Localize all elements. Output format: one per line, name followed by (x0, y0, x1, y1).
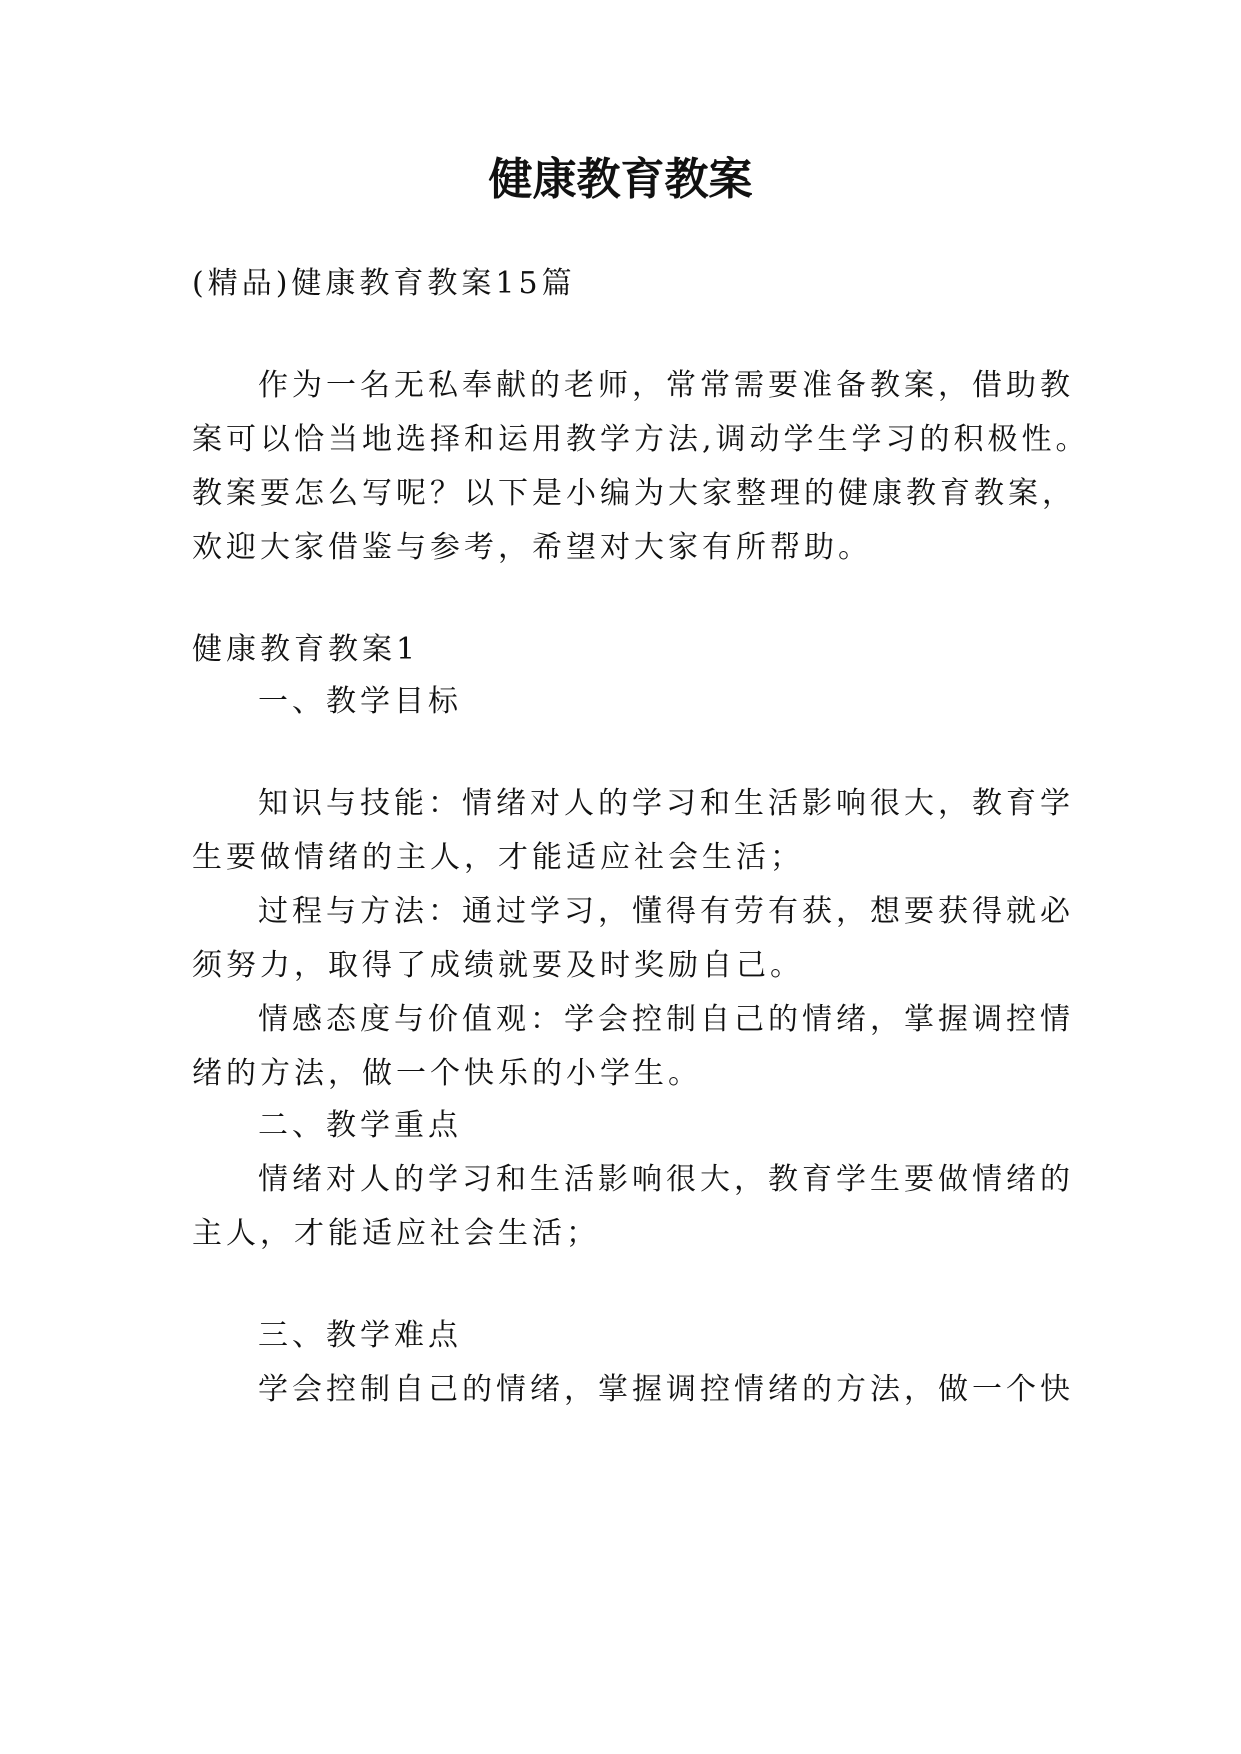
document-title: 健康教育教案 (488, 154, 753, 205)
paragraph-line: 生要做情绪的主人，才能适应社会生活； (192, 840, 804, 875)
heading-key-points: 二、教学重点 (258, 1108, 462, 1143)
paragraph-line: 情感态度与价值观：学会控制自己的情绪，掌握调控情 (258, 1002, 1074, 1037)
paragraph-line: 须努力，取得了成绩就要及时奖励自己。 (192, 948, 804, 983)
paragraph-line: 绪的方法，做一个快乐的小学生。 (192, 1056, 702, 1091)
paragraph-line: 知识与技能：情绪对人的学习和生活影响很大，教育学 (258, 786, 1074, 821)
paragraph-line: 学会控制自己的情绪，掌握调控情绪的方法，做一个快 (258, 1372, 1074, 1407)
paragraph-line: 情绪对人的学习和生活影响很大，教育学生要做情绪的 (258, 1162, 1074, 1197)
intro-line: 欢迎大家借鉴与参考，希望对大家有所帮助。 (192, 530, 872, 565)
paragraph-line: 过程与方法：通过学习，懂得有劳有获，想要获得就必 (258, 894, 1074, 929)
intro-line: 教案要怎么写呢？以下是小编为大家整理的健康教育教案， (192, 476, 1076, 511)
section-title: 健康教育教案1 (192, 632, 420, 667)
heading-difficulties: 三、教学难点 (258, 1318, 462, 1353)
heading-teaching-goals: 一、教学目标 (258, 684, 462, 719)
document-subtitle: (精品)健康教育教案15篇 (192, 266, 576, 301)
intro-line: 案可以恰当地选择和运用教学方法,调动学生学习的积极性。 (192, 422, 1090, 457)
intro-line: 作为一名无私奉献的老师，常常需要准备教案，借助教 (258, 368, 1074, 403)
paragraph-line: 主人，才能适应社会生活； (192, 1216, 600, 1251)
